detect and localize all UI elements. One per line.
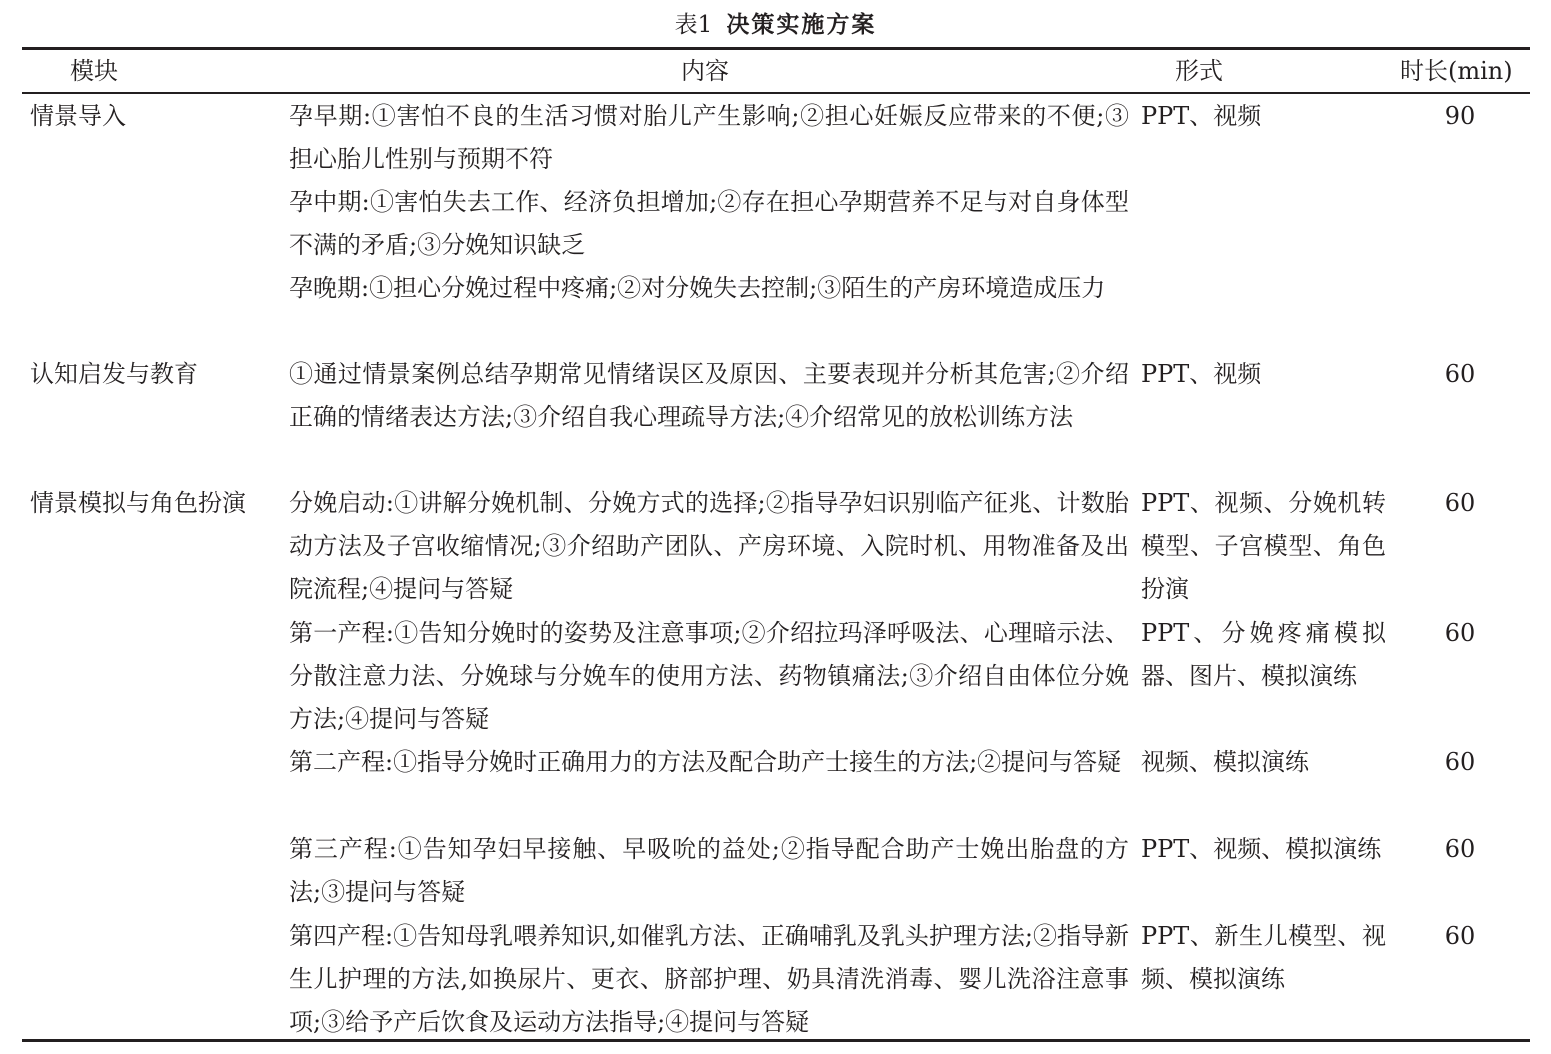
module-cell: 认知启发与教育 xyxy=(30,360,198,388)
form-cell: PPT、新生儿模型、视频、模拟演练 xyxy=(1141,922,1386,993)
content-cell: 第一产程:①告知分娩时的姿势及注意事项;②介绍拉玛泽呼吸法、心理暗示法、分散注意力法、分娩球与分娩车的使用方法、药物镇痛法;③介绍自由体位分娩方法;④提问与答疑 xyxy=(289,619,1129,733)
content-cell: ①通过情景案例总结孕期常见情绪误区及原因、主要表现并分析其危害;②介绍正确的情绪表达方法;③介绍自我心理疏导方法;④介绍常见的放松训练方法 xyxy=(289,360,1129,431)
header-module: 模块 xyxy=(70,57,118,85)
form-cell: PPT、视频、分娩机转模型、子宫模型、角色扮演 xyxy=(1141,489,1386,603)
content-item: 孕早期:①害怕不良的生活习惯对胎儿产生影响;②担心妊娠反应带来的不便;③担心胎儿性别与预期不符 xyxy=(289,102,1129,173)
duration-cell: 60 xyxy=(1444,835,1476,863)
content-item: 孕中期:①害怕失去工作、经济负担增加;②存在担心孕期营养不足与对自身体型不满的矛盾;③分娩知识缺乏 xyxy=(289,188,1129,259)
form-cell: PPT、视频、模拟演练 xyxy=(1141,835,1382,863)
header-duration: 时长(min) xyxy=(1400,57,1513,85)
duration-cell: 90 xyxy=(1444,102,1476,130)
header-form: 形式 xyxy=(1175,57,1223,85)
duration-cell: 60 xyxy=(1444,922,1476,950)
content-cell: 第四产程:①告知母乳喂养知识,如催乳方法、正确哺乳及乳头护理方法;②指导新生儿护理的方法,如换尿片、更衣、脐部护理、奶具清洗消毒、婴儿洗浴注意事项;③给予产后饮食及运动方法指导;④提问与答疑 xyxy=(289,922,1129,1036)
content-cell: 分娩启动:①讲解分娩机制、分娩方式的选择;②指导孕妇识别临产征兆、计数胎动方法及子宫收缩情况;③介绍助产团队、产房环境、入院时机、用物准备及出院流程;④提问与答疑 xyxy=(289,489,1129,603)
duration-cell: 60 xyxy=(1444,748,1476,776)
content-cell: 第三产程:①告知孕妇早接触、早吸吮的益处;②指导配合助产士娩出胎盘的方法;③提问与答疑 xyxy=(289,835,1129,906)
content-cell: 第二产程:①指导分娩时正确用力的方法及配合助产士接生的方法;②提问与答疑 xyxy=(289,748,1122,776)
form-cell: PPT、视频 xyxy=(1141,102,1262,130)
module-cell: 情景模拟与角色扮演 xyxy=(30,489,246,517)
table-number: 表1 xyxy=(674,12,713,38)
header-content: 内容 xyxy=(681,57,729,85)
top-rule xyxy=(22,47,1530,50)
duration-cell: 60 xyxy=(1444,489,1476,517)
table-title xyxy=(0,6,1551,39)
content-cell xyxy=(289,95,1129,310)
form-cell: 视频、模拟演练 xyxy=(1141,748,1309,776)
duration-cell: 60 xyxy=(1444,360,1476,388)
form-cell: PPT、视频 xyxy=(1141,360,1262,388)
duration-cell: 60 xyxy=(1444,619,1476,647)
bottom-rule xyxy=(22,1039,1530,1042)
header-rule xyxy=(22,92,1530,94)
module-cell: 情景导入 xyxy=(30,102,126,130)
content-item: 孕晚期:①担心分娩过程中疼痛;②对分娩失去控制;③陌生的产房环境造成压力 xyxy=(289,274,1106,302)
form-cell: PPT、分娩疼痛模拟器、图片、模拟演练 xyxy=(1141,619,1386,690)
table-caption: 决策实施方案 xyxy=(726,12,877,38)
